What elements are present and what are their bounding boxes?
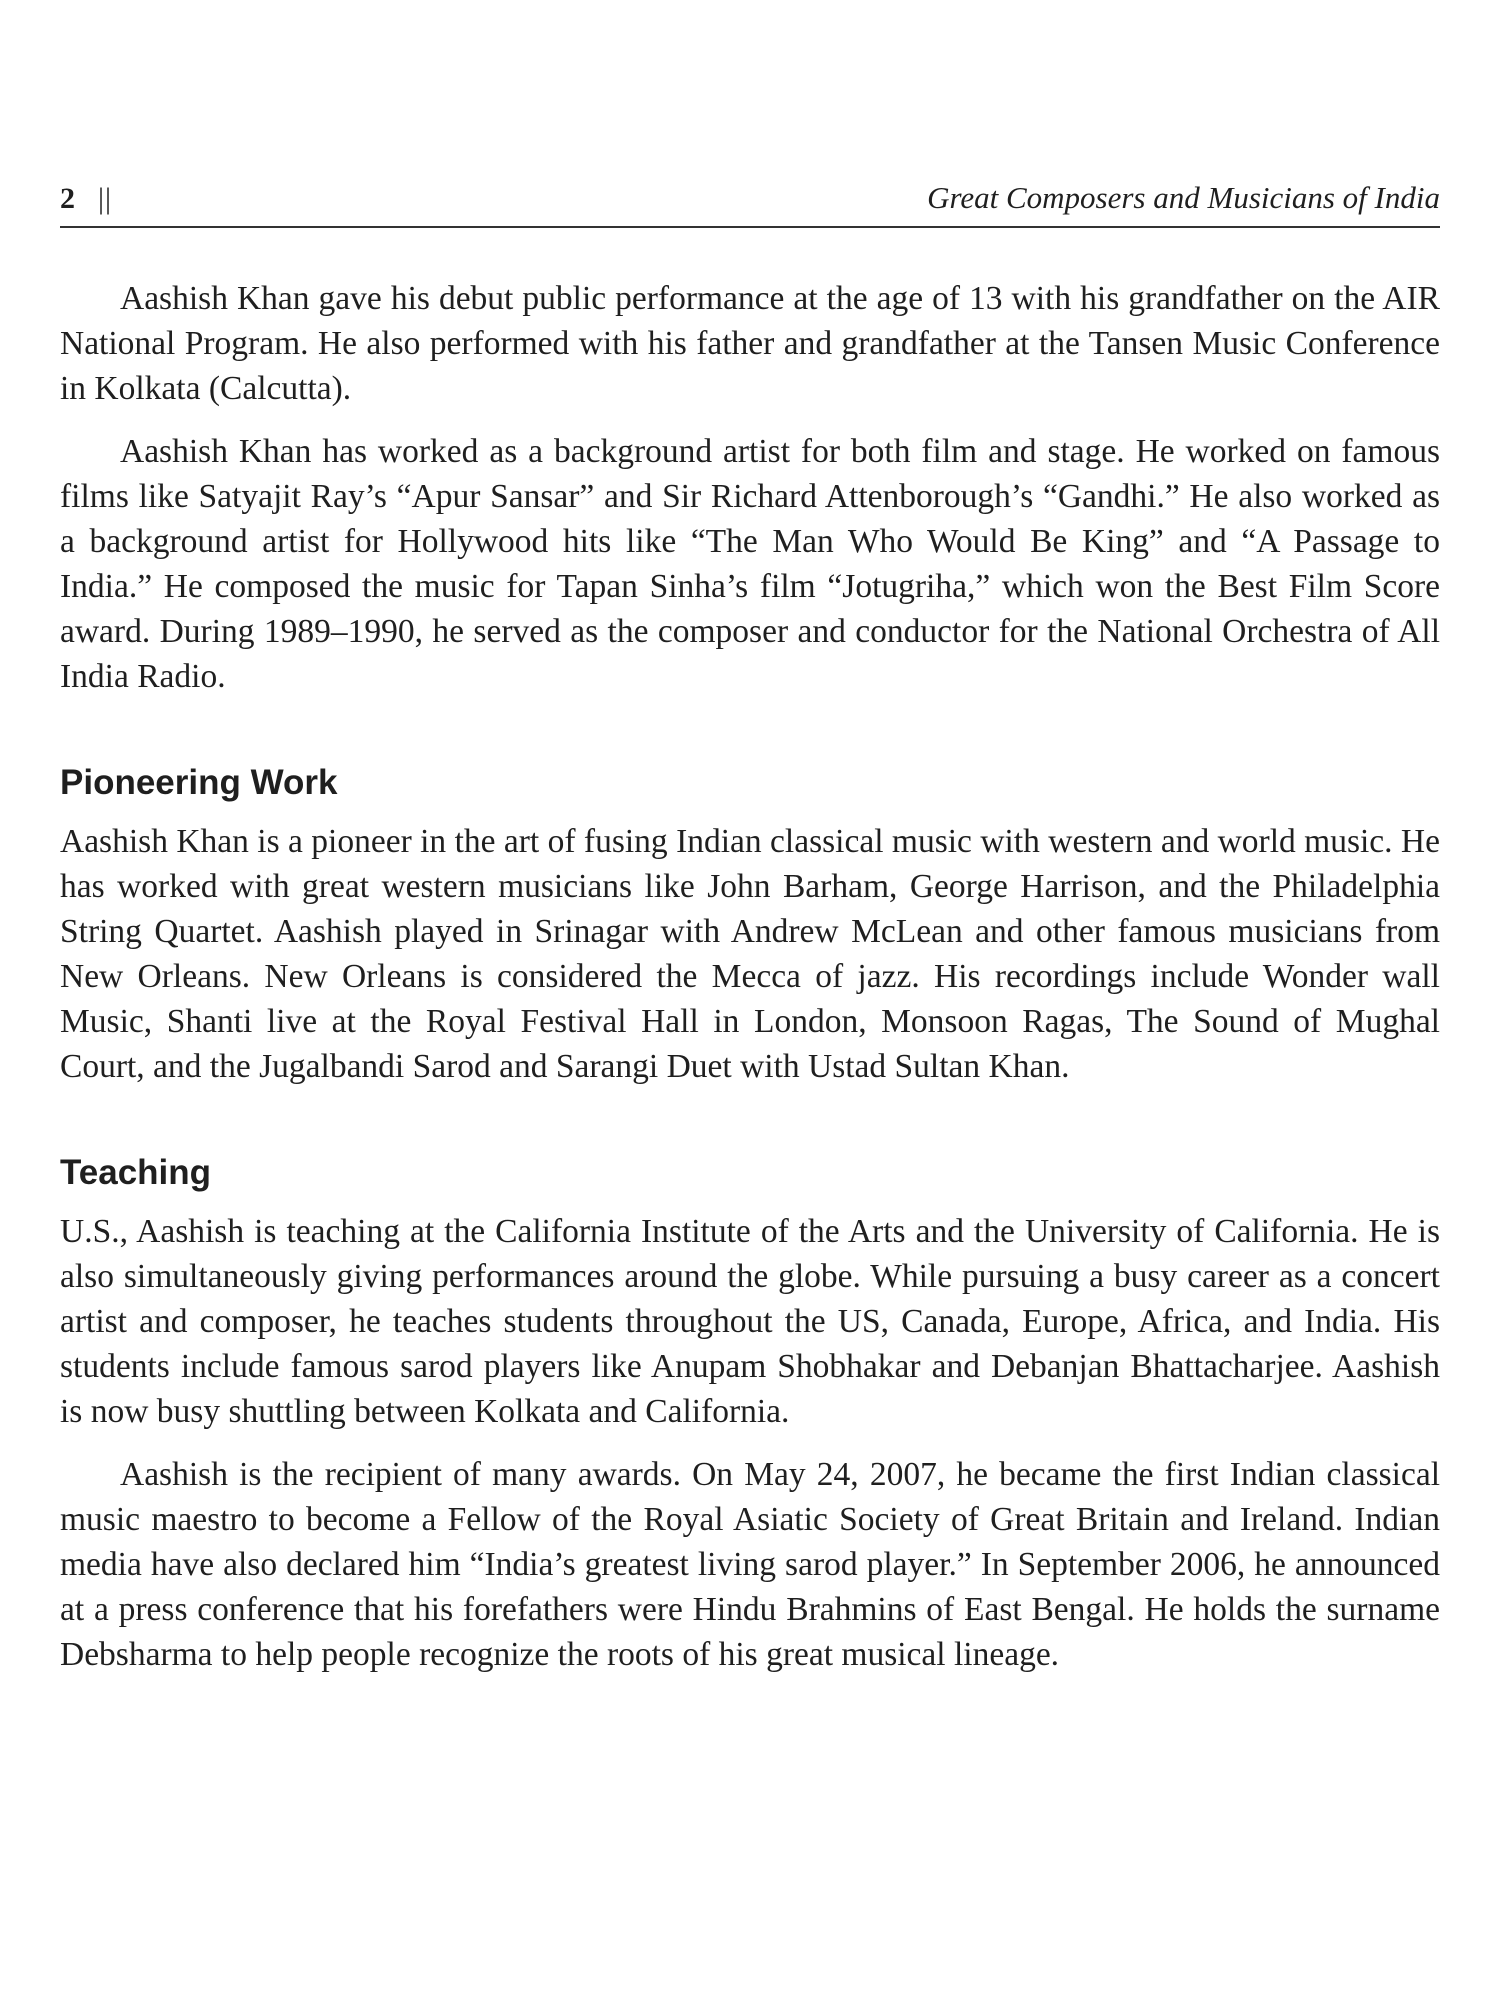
section-heading-teaching: Teaching (60, 1153, 212, 1192)
section-heading-pioneering-work: Pioneering Work (60, 763, 338, 802)
running-title: Great Composers and Musicians of India (927, 180, 1440, 215)
book-page (60, 180, 1440, 1695)
header-separator: || (98, 182, 113, 215)
intro-paragraph-2: Aashish Khan has worked as a background artist for both film and stage. He worked on famous films like Satyajit Ray’s “Apur Sansar” and Sir Richard Attenborough’s “Gandhi.” He also worked as a background artist for Hollywood hits like “The Man Who Would Be King” and “A Passage to India.” He composed the music for Tapan Sinha’s film “Jotugriha,” which won the Best Film Score award. During 1989–1990, he served as the composer and conductor for the National Orchestra of All India Radio. (60, 433, 1440, 695)
page-header (60, 180, 1440, 228)
intro-paragraph-1: Aashish Khan gave his debut public performance at the age of 13 with his grandfather on the AIR National Program. He also performed with his father and grandfather at the Tansen Music Conference in Kolkata (Calcutta). (60, 280, 1440, 407)
teaching-paragraph-1: U.S., Aashish is teaching at the California Institute of the Arts and the University of California. He is also simultaneously giving performances around the globe. While pursuing a busy career as a concert artist and composer, he teaches students throughout the US, Canada, Europe, Africa, and India. His students include famous sarod players like Anupam Shobhakar and Debanjan Bhattacharjee. Aashish is now busy shuttling between Kolkata and California. (60, 1213, 1440, 1430)
teaching-paragraph-2: Aashish is the recipient of many awards. On May 24, 2007, he became the first Indian classical music maestro to become a Fellow of the Royal Asiatic Society of Great Britain and Ireland. Indian media have also declared him “India’s greatest living sarod player.” In September 2006, he announced at a press conference that his forefathers were Hindu Brahmins of East Bengal. He holds the surname Debsharma to help people recognize the roots of his great musical lineage. (60, 1456, 1440, 1673)
page-number: 2 (60, 182, 76, 215)
pioneering-work-section (60, 761, 1440, 1089)
teaching-section (60, 1151, 1440, 1677)
pioneering-paragraph-1: Aashish Khan is a pioneer in the art of fusing Indian classical music with western and world music. He has worked with great western musicians like John Barham, George Harrison, and the Philadelphia String Quartet. Aashish played in Srinagar with Andrew McLean and other famous musicians from New Orleans. New Orleans is considered the Mecca of jazz. His recordings include Wonder wall Music, Shanti live at the Royal Festival Hall in London, Monsoon Ragas, The Sound of Mughal Court, and the Jugalbandi Sarod and Sarangi Duet with Ustad Sultan Khan. (60, 823, 1440, 1085)
page-number-block (60, 182, 112, 216)
intro-section (60, 276, 1440, 699)
